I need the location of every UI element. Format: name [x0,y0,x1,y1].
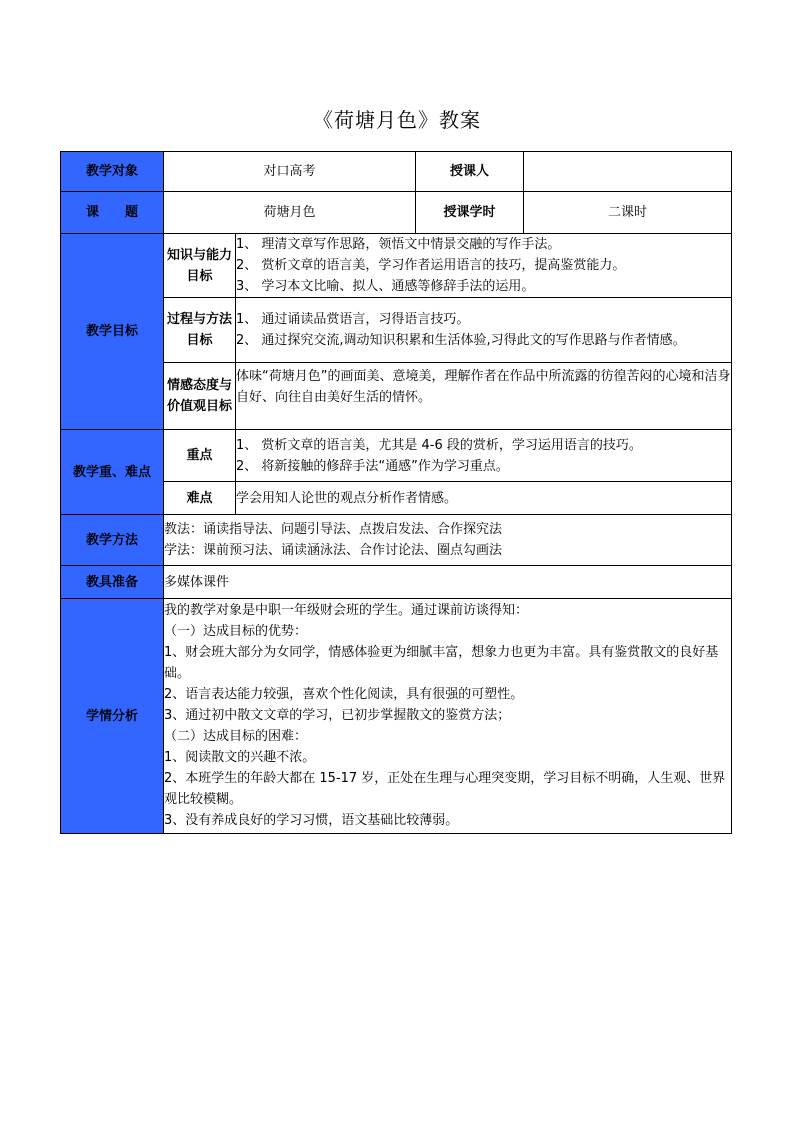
analysis-line: 3、通过初中散文文章的学习，已初步掌握散文的鉴赏方法； [164,708,511,723]
key-point-line: 2、 将新接触的修辞手法“通感”作为学习重点。 [236,458,509,474]
knowledge-goal-line: 1、 理清文章写作思路，领悟文中情景交融的写作手法。 [236,237,561,252]
process-goal-line: 2、 通过探究交流,调动知识积累和生活体验,习得此文的写作思路与作者情感。 [236,333,686,348]
knowledge-goal-line: 3、 学习本文比喻、拟人、通感等修辞手法的运用。 [236,279,535,294]
knowledge-goal-line: 2、 赏析文章的语言美，学习作者运用语言的技巧，提高鉴赏能力。 [236,258,626,273]
table-row [61,515,732,566]
value-teacher [524,152,732,192]
label-process-goal: 过程与方法目标 [164,298,236,363]
analysis-line: 1、财会班大部分为女同学，情感体验更为细腻丰富，想象力也更为丰富。具有鉴赏散文的良好基础。 [164,645,719,681]
label-class-hours: 授课学时 [416,192,524,234]
table-row [61,192,732,234]
table-row [61,599,732,834]
label-student-analysis: 学情分析 [61,599,164,834]
method-line: 教法：诵读指导法、问题引导法、点拨启发法、合作探究法 [164,522,503,537]
knowledge-goal-content [236,234,732,298]
value-class-hours: 二课时 [524,192,732,234]
process-goal-line: 1、 通过诵读品赏语言，习得语言技巧。 [236,312,470,327]
key-point-line: 1、 赏析文章的语言美，尤其是 4-6 段的赏析，学习运用语言的技巧。 [236,437,642,453]
method-line: 学法：课前预习法、诵读涵泳法、合作讨论法、圈点勾画法 [164,543,503,558]
label-topic: 课 题 [61,192,164,234]
analysis-line: （二）达成目标的困难： [164,729,308,744]
page-title: 《荷塘月色》教案 [313,108,481,132]
label-key-difficult-points: 教学重、难点 [61,430,164,515]
table-row [61,152,732,192]
teaching-tools-content: 多媒体课件 [164,566,732,599]
analysis-line: 我的教学对象是中职一年级财会班的学生。通过课前访谈得知： [164,603,529,618]
label-teaching-methods: 教学方法 [61,515,164,566]
label-teaching-object: 教学对象 [61,152,164,192]
analysis-line: （一）达成目标的优势： [164,624,308,639]
table-row [61,234,732,298]
student-analysis-content [164,599,732,834]
table-row [61,566,732,599]
analysis-line: 1、阅读散文的兴趣不浓。 [164,750,316,765]
label-teaching-tools: 教具准备 [61,566,164,599]
emotion-goal-content: 体味“荷塘月色”的画面美、意境美，理解作者在作品中所流露的彷徨苦闷的心境和洁身自好、向往自由美好生活的情怀。 [236,363,732,430]
label-teaching-goals: 教学目标 [61,234,164,430]
key-point-content [236,430,732,482]
analysis-line: 2、本班学生的年龄大都在 15-17 岁，正处在生理与心理突变期，学习目标不明确，人生观、世界观比较模糊。 [164,771,726,807]
value-topic: 荷塘月色 [164,192,416,234]
analysis-line: 3、没有养成良好的学习习惯，语文基础比较薄弱。 [164,813,459,828]
label-key-point: 重点 [164,430,236,482]
difficult-point-content: 学会用知人论世的观点分析作者情感。 [236,482,732,515]
label-knowledge-goal: 知识与能力目标 [164,234,236,298]
label-emotion-goal: 情感态度与价值观目标 [164,363,236,430]
analysis-line: 2、语言表达能力较强，喜欢个性化阅读，具有很强的可塑性。 [164,687,524,702]
value-teaching-object: 对口高考 [164,152,416,192]
table-row [61,430,732,482]
label-teacher: 授课人 [416,152,524,192]
process-goal-content [236,298,732,363]
label-difficult-point: 难点 [164,482,236,515]
lesson-plan-table [60,151,732,834]
teaching-methods-content [164,515,732,566]
